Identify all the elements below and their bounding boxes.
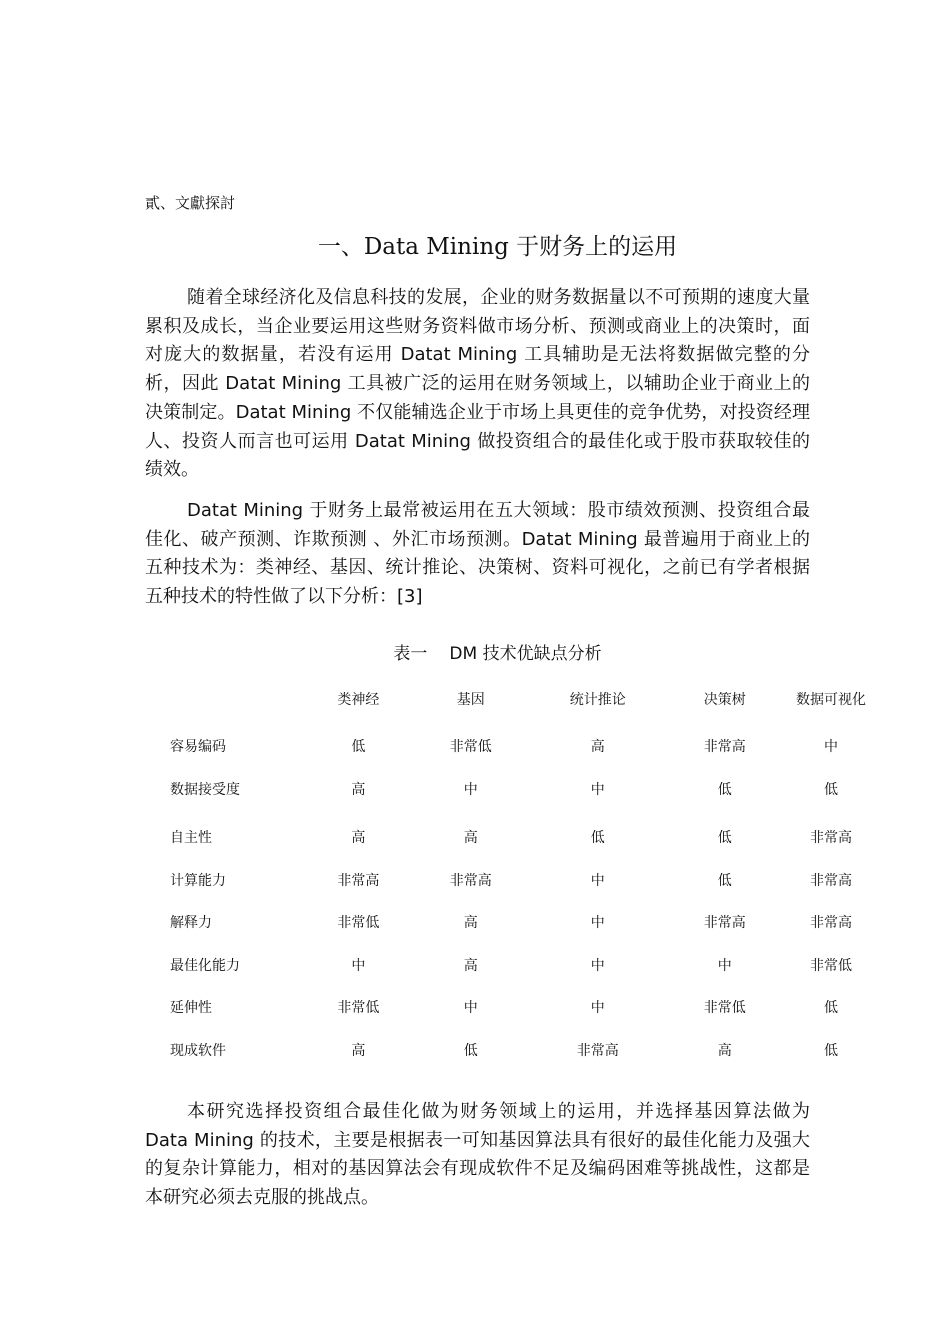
table-cell: 非常高 (809, 872, 852, 889)
table-row (145, 762, 870, 816)
table-row (145, 901, 870, 944)
table-cell: 低 (823, 1042, 838, 1059)
table-cell: 非常高 (337, 872, 380, 889)
table-caption-label: 表一 (393, 644, 428, 664)
row-label: 计算能力 (170, 872, 226, 889)
table-caption-text: DM 技术优缺点分析 (449, 644, 602, 664)
table-cell: 非常低 (703, 1000, 746, 1017)
table-row (145, 986, 870, 1029)
column-header: 类神经 (337, 692, 380, 708)
table-cell: 低 (717, 782, 732, 798)
table-cell: 高 (463, 957, 478, 974)
paragraph-intro: 随着全球经济化及信息科技的发展，企业的财务数据量以不可预期的速度大量累积及成长，当企业要运用这些财务资料做市场分析、预测或商业上的决策时，面对庞大的数据量，若没有运用 Datat Mining 工具辅助是无法将数据做完整的分析，因此 Datat Mining 工具被广泛的运用在财务领域上，以辅助企业于商业上的决策制定。Datat Mining 不仅能辅选企业于市场上具更佳的竞争优势，对投资经理人、投资人而言也可运用 Datat Mining 做投资组合的最佳化或于股市获取较佳的绩效。 (145, 287, 810, 481)
table-cell: 低 (823, 1000, 838, 1017)
section-label: 貳、文獻探討 (145, 194, 236, 212)
table-cell: 高 (351, 782, 366, 798)
table-cell: 非常低 (337, 915, 380, 932)
table-cell: 中 (590, 872, 605, 889)
row-label: 数据接受度 (170, 782, 240, 798)
table-cell: 高 (463, 830, 478, 847)
section-title: 一、Data Mining 于财务上的运用 (317, 234, 678, 260)
row-label: 现成软件 (170, 1042, 226, 1059)
table-cell: 中 (590, 1000, 605, 1017)
dm-technique-table (145, 690, 870, 1071)
table-cell: 非常高 (449, 872, 492, 889)
table-cell: 高 (463, 915, 478, 932)
row-label: 解释力 (170, 915, 212, 932)
table-cell: 非常高 (576, 1042, 619, 1059)
table-cell: 高 (351, 830, 366, 847)
table-row (145, 859, 870, 902)
table-cell: 中 (717, 957, 732, 974)
column-header: 基因 (456, 692, 485, 708)
table-cell: 非常低 (809, 957, 852, 974)
table-cell: 中 (463, 782, 478, 798)
table-row (145, 816, 870, 859)
table-cell: 低 (351, 739, 366, 755)
table-row (145, 944, 870, 987)
table-cell: 非常高 (703, 739, 746, 755)
table-cell: 低 (717, 872, 732, 889)
row-label: 最佳化能力 (170, 957, 240, 974)
table-caption (145, 642, 850, 666)
table-cell: 中 (590, 782, 605, 798)
paragraph-applications: Datat Mining 于财务上最常被运用在五大领域：股市绩效预测、投资组合最佳化、破产预测、诈欺预测 、外汇市场预测。Datat Mining 最普遍用于商业上的五种技术为：类神经、基因、统计推论、决策树、资料可视化，之前已有学者根据五种技术的特性做了以下分析：[3] (145, 500, 810, 608)
table-cell: 低 (463, 1042, 478, 1059)
column-header: 决策树 (703, 692, 746, 708)
paragraph-conclusion: 本研究选择投资组合最佳化做为财务领域上的运用，并选择基因算法做为 Data Mining 的技术，主要是根据表一可知基因算法具有很好的最佳化能力及强大的复杂计算能力，相对的基因算法会有现成软件不足及编码困难等挑战性，这都是本研究必须去克服的挑战点。 (145, 1101, 810, 1209)
table-cell: 非常高 (809, 830, 852, 847)
table-cell: 低 (717, 830, 732, 847)
table-corner-cell (145, 690, 313, 730)
table-cell: 高 (717, 1042, 732, 1059)
column-header: 数据可视化 (795, 692, 866, 708)
row-label: 容易编码 (170, 739, 226, 755)
table-cell: 中 (823, 739, 838, 755)
table-cell: 非常低 (449, 739, 492, 755)
table-cell: 中 (590, 915, 605, 932)
row-label: 延伸性 (170, 1000, 212, 1017)
table-cell: 高 (351, 1042, 366, 1059)
table-cell: 中 (590, 957, 605, 974)
table-cell: 高 (590, 739, 605, 755)
table-cell: 低 (590, 830, 605, 847)
column-header: 统计推论 (569, 692, 626, 708)
table-cell: 非常低 (337, 1000, 380, 1017)
table-cell: 非常高 (703, 915, 746, 932)
table-cell: 低 (823, 782, 838, 798)
table-row (145, 730, 870, 762)
table-row (145, 1029, 870, 1072)
table-cell: 非常高 (809, 915, 852, 932)
table-cell: 中 (351, 957, 366, 974)
row-label: 自主性 (170, 830, 212, 847)
table-cell: 中 (463, 1000, 478, 1017)
table-header-row (145, 690, 870, 730)
